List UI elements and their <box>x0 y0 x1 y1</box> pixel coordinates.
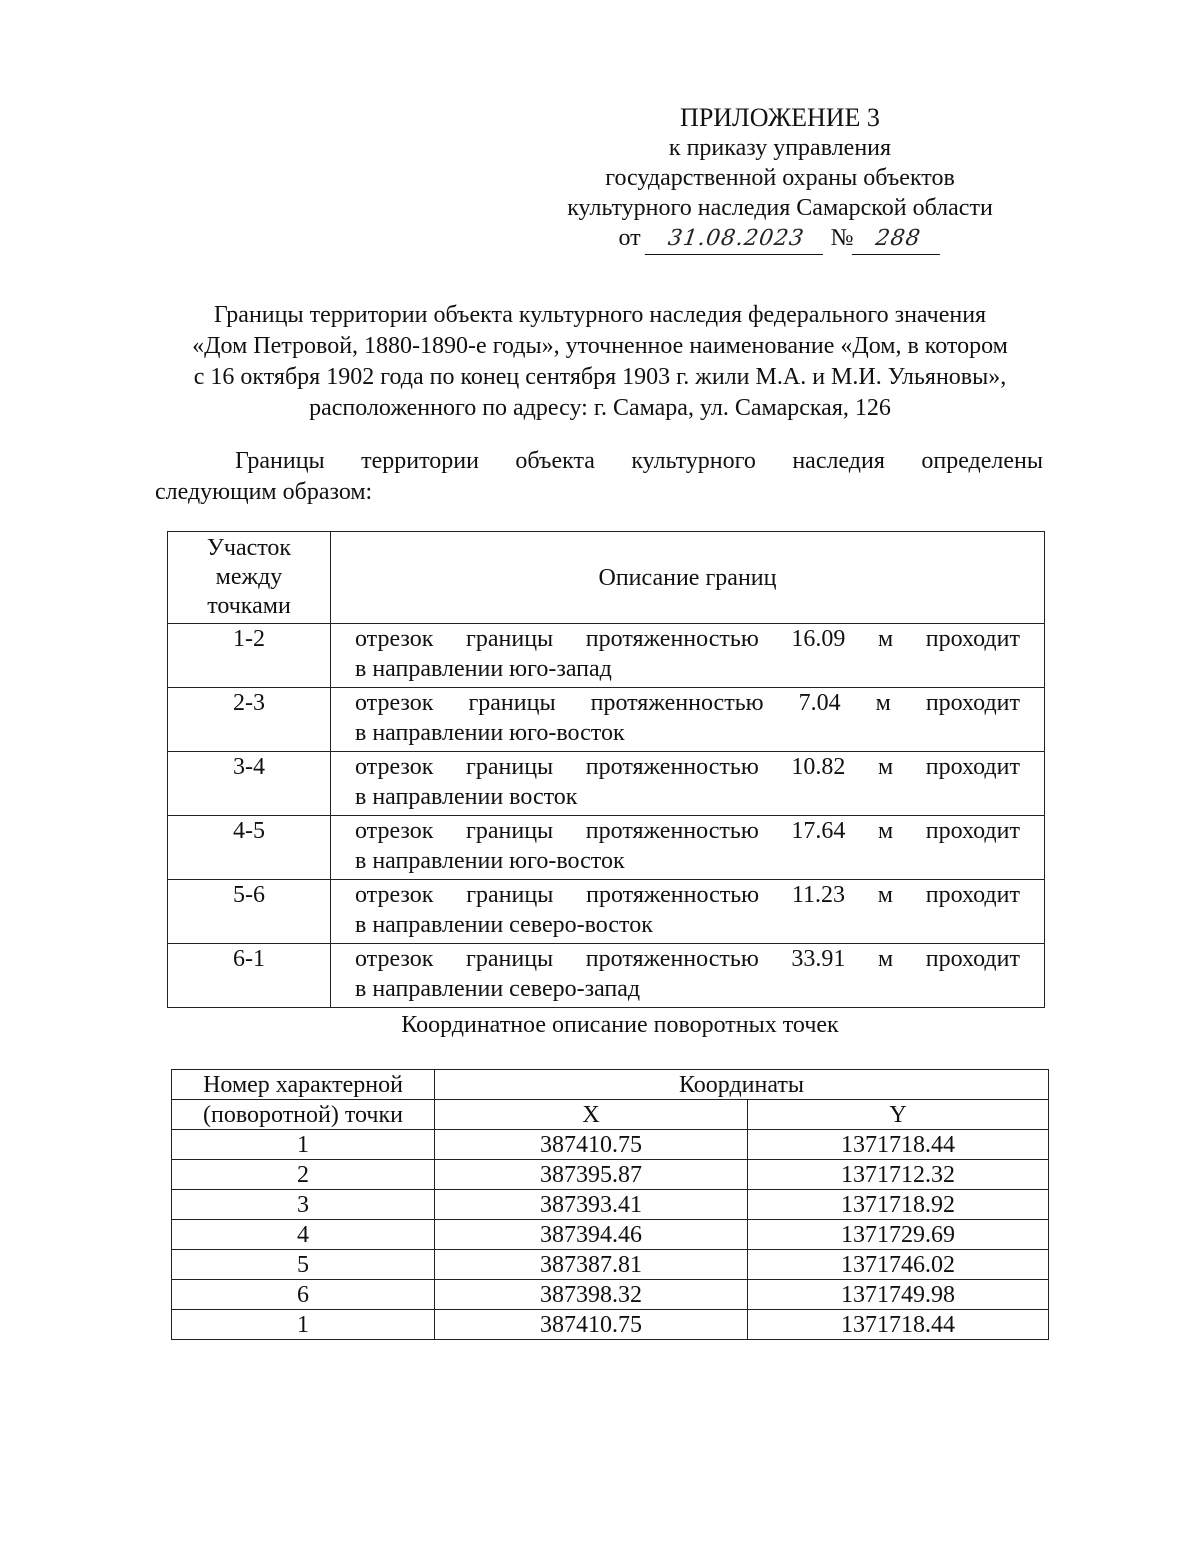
unit: м <box>875 690 891 716</box>
desc-word: протяженностью <box>585 626 759 652</box>
description-line-1 <box>355 944 1020 974</box>
desc-word: протяженностью <box>585 754 759 780</box>
table-row <box>172 1250 1049 1280</box>
y-cell: 1371718.44 <box>748 1310 1049 1340</box>
x-cell: 387395.87 <box>435 1160 748 1190</box>
title-line: Границы территории объекта культурного наследия федерального значения <box>213 302 987 328</box>
segment-cell: 1-2 <box>168 624 331 688</box>
description-line-1 <box>355 752 1020 782</box>
description-cell <box>331 688 1045 752</box>
desc-word: проходит <box>925 818 1020 844</box>
handwritten-date: 31.08.2023 <box>644 224 826 255</box>
desc-word: протяженностью <box>585 818 759 844</box>
length-value: 17.64 <box>791 818 846 844</box>
desc-word: границы <box>466 882 554 908</box>
x-cell: 387410.75 <box>435 1310 748 1340</box>
header-line-3: культурного наследия Самарской области <box>567 195 993 221</box>
desc-word: отрезок <box>355 690 434 716</box>
description-cell <box>331 816 1045 880</box>
point-cell: 6 <box>172 1280 435 1310</box>
table-row <box>168 880 1045 944</box>
x-header: X <box>435 1100 748 1130</box>
table-row <box>168 944 1045 1008</box>
table-row <box>172 1220 1049 1250</box>
from-label: от <box>618 225 641 251</box>
boundaries-table <box>167 531 1045 1008</box>
table-row <box>172 1310 1049 1340</box>
point-cell: 1 <box>172 1310 435 1340</box>
description-line-1 <box>355 688 1020 718</box>
unit: м <box>877 882 893 908</box>
segment-cell: 2-3 <box>168 688 331 752</box>
table-row <box>172 1130 1049 1160</box>
x-cell: 387394.46 <box>435 1220 748 1250</box>
length-value: 10.82 <box>791 754 846 780</box>
desc-word: проходит <box>925 882 1020 908</box>
segment-cell: 3-4 <box>168 752 331 816</box>
desc-word: проходит <box>925 626 1020 652</box>
intro-paragraph <box>155 446 1043 508</box>
desc-word: границы <box>466 818 554 844</box>
segment-header-line: точками <box>207 593 291 619</box>
y-cell: 1371749.98 <box>748 1280 1049 1310</box>
length-value: 16.09 <box>791 626 846 652</box>
description-cell <box>331 944 1045 1008</box>
direction-text: в направлении восток <box>355 784 578 810</box>
length-value: 7.04 <box>798 690 841 716</box>
intro-line-2: следующим образом: <box>155 479 373 505</box>
title-line: расположенного по адресу: г. Самара, ул. Самарская, 126 <box>309 395 891 421</box>
coordinates-header: Координаты <box>435 1070 1049 1100</box>
appendix-title: ПРИЛОЖЕНИЕ 3 <box>680 103 880 132</box>
description-cell <box>331 752 1045 816</box>
header-line-1: к приказу управления <box>668 135 892 161</box>
direction-text: в направлении северо-запад <box>355 976 641 1002</box>
y-cell: 1371746.02 <box>748 1250 1049 1280</box>
desc-word: границы <box>466 754 554 780</box>
table-row <box>172 1160 1049 1190</box>
segment-cell: 6-1 <box>168 944 331 1008</box>
segment-header <box>168 532 331 624</box>
point-cell: 2 <box>172 1160 435 1190</box>
point-cell: 5 <box>172 1250 435 1280</box>
description-cell <box>331 624 1045 688</box>
desc-word: границы <box>466 946 554 972</box>
x-cell: 387387.81 <box>435 1250 748 1280</box>
desc-word: проходит <box>925 690 1020 716</box>
coordinates-table <box>171 1069 1049 1340</box>
table-row <box>168 624 1045 688</box>
x-cell: 387393.41 <box>435 1190 748 1220</box>
description-line-1 <box>355 880 1020 910</box>
description-header: Описание границ <box>331 532 1045 624</box>
coordinates-title: Координатное описание поворотных точек <box>401 1012 839 1038</box>
y-cell: 1371718.44 <box>748 1130 1049 1160</box>
point-cell: 3 <box>172 1190 435 1220</box>
description-line-1 <box>355 624 1020 654</box>
unit: м <box>877 626 894 652</box>
direction-text: в направлении юго-запад <box>355 656 612 682</box>
title-line: «Дом Петровой, 1880-1890-е годы», уточненное наименование «Дом, в котором <box>192 333 1008 359</box>
desc-word: отрезок <box>355 754 434 780</box>
desc-word: протяженностью <box>586 882 760 908</box>
direction-text: в направлении юго-восток <box>355 720 625 746</box>
table-row <box>172 1190 1049 1220</box>
segment-header-line: между <box>215 564 283 590</box>
x-cell: 387398.32 <box>435 1280 748 1310</box>
appendix-header <box>520 103 1040 255</box>
desc-word: отрезок <box>355 626 434 652</box>
point-header: Номер характерной <box>172 1070 435 1100</box>
direction-text: в направлении юго-восток <box>355 848 625 874</box>
document-title <box>140 300 1060 424</box>
unit: м <box>877 754 894 780</box>
handwritten-number: 288 <box>851 224 943 255</box>
desc-word: проходит <box>925 754 1020 780</box>
description-line-1 <box>355 816 1020 846</box>
desc-word: протяженностью <box>585 946 759 972</box>
point-cell: 4 <box>172 1220 435 1250</box>
y-cell: 1371712.32 <box>748 1160 1049 1190</box>
point-header-sub: (поворотной) точки <box>172 1100 435 1130</box>
segment-header-line: Участок <box>206 535 292 561</box>
y-header: Y <box>748 1100 1049 1130</box>
desc-word: границы <box>466 626 554 652</box>
desc-word: проходит <box>925 946 1020 972</box>
header-line-2: государственной охраны объектов <box>605 165 955 191</box>
desc-word: протяженностью <box>590 690 764 716</box>
y-cell: 1371729.69 <box>748 1220 1049 1250</box>
direction-text: в направлении северо-восток <box>355 912 653 938</box>
number-label: № <box>830 225 854 251</box>
point-cell: 1 <box>172 1130 435 1160</box>
desc-word: границы <box>468 690 556 716</box>
x-cell: 387410.75 <box>435 1130 748 1160</box>
unit: м <box>877 946 894 972</box>
length-value: 33.91 <box>791 946 846 972</box>
table-row <box>168 688 1045 752</box>
unit: м <box>877 818 894 844</box>
length-value: 11.23 <box>791 882 845 908</box>
desc-word: отрезок <box>355 818 434 844</box>
order-date-line <box>520 223 1040 255</box>
intro-line-1: Границы территории объекта культурного наследия определены <box>235 448 1043 474</box>
desc-word: отрезок <box>355 946 434 972</box>
table-row <box>168 752 1045 816</box>
segment-cell: 4-5 <box>168 816 331 880</box>
description-cell <box>331 880 1045 944</box>
desc-word: отрезок <box>355 882 434 908</box>
title-line: с 16 октября 1902 года по конец сентября 1903 г. жили М.А. и М.И. Ульяновы», <box>193 364 1007 390</box>
table-row <box>172 1280 1049 1310</box>
segment-cell: 5-6 <box>168 880 331 944</box>
table-row <box>168 816 1045 880</box>
y-cell: 1371718.92 <box>748 1190 1049 1220</box>
